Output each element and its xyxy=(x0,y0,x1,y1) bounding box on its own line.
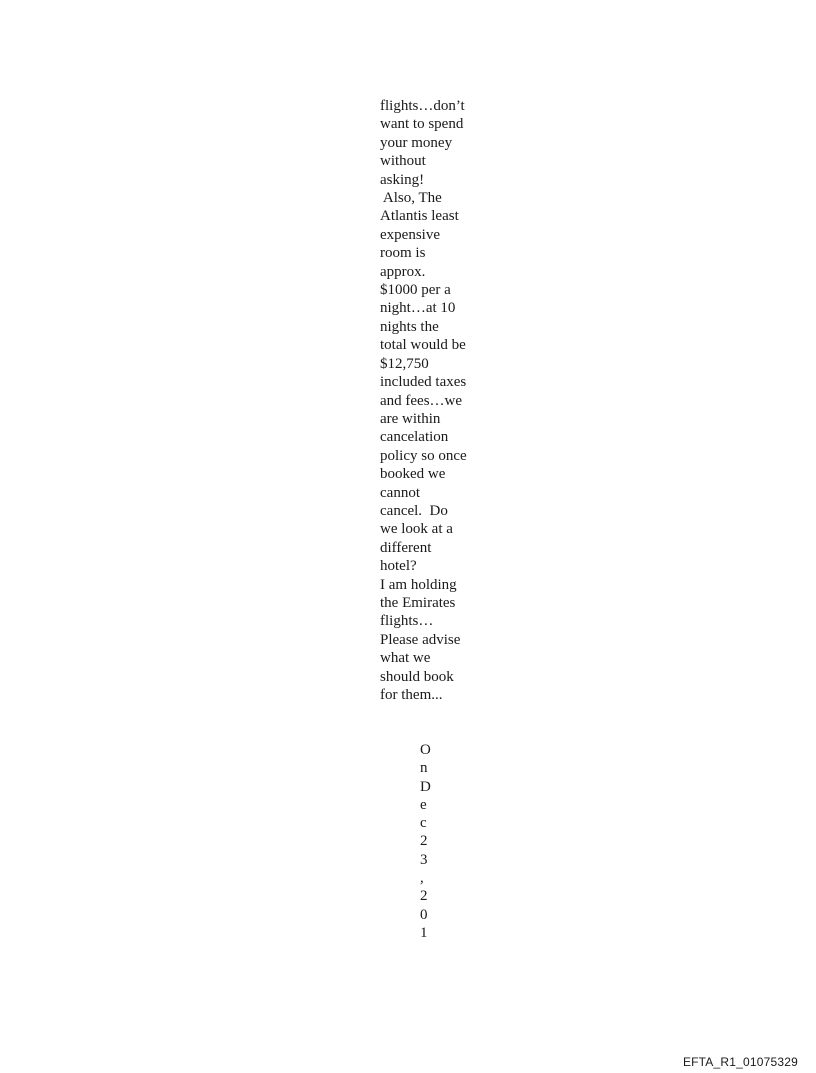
message-line: cannot xyxy=(380,484,420,501)
message-line: flights… xyxy=(380,613,434,630)
message-line: booked we xyxy=(380,466,446,483)
message-line: cancel. Do xyxy=(380,502,448,519)
quoted-header-char: e xyxy=(420,796,427,813)
message-line: hotel? xyxy=(380,558,417,575)
message-line: for them... xyxy=(380,687,443,703)
quoted-header-char: 0 xyxy=(420,906,428,923)
message-line: what we xyxy=(380,650,431,667)
message-line: $1000 per a xyxy=(380,282,451,299)
message-line: I am holding xyxy=(380,576,457,593)
message-line: want to spend xyxy=(380,116,464,133)
message-line: the Emirates xyxy=(380,594,456,611)
message-line: your money xyxy=(380,134,453,151)
quoted-header-char: c xyxy=(420,815,427,832)
message-line: we look at a xyxy=(380,521,453,538)
message-line: should book xyxy=(380,668,454,685)
message-line: flights…don’t xyxy=(380,98,465,114)
message-line: without xyxy=(380,153,426,170)
quoted-header-char: D xyxy=(420,778,431,795)
message-line: Please advise xyxy=(380,631,461,648)
message-line: Also, The xyxy=(380,190,442,207)
message-line: are within xyxy=(380,410,441,427)
message-line: approx. xyxy=(380,263,426,280)
message-line: room is xyxy=(380,245,426,262)
message-line: expensive xyxy=(380,226,440,243)
quoted-header-char: 2 xyxy=(420,888,428,905)
email-message-body xyxy=(380,97,480,704)
message-line: total would be xyxy=(380,337,466,354)
message-line: cancelation xyxy=(380,429,449,446)
message-line: included taxes xyxy=(380,374,467,391)
quoted-header-char: 1 xyxy=(420,924,428,941)
message-line: Atlantis least xyxy=(380,208,459,225)
quoted-header-char: 3 xyxy=(420,851,428,868)
message-line: asking! xyxy=(380,171,425,188)
quoted-header-char: n xyxy=(420,760,428,777)
quoted-header-char: O xyxy=(420,742,431,758)
document-id-stamp: EFTA_R1_01075329 xyxy=(682,1055,798,1069)
message-line: $12,750 xyxy=(380,355,429,372)
message-line: night…at 10 xyxy=(380,300,456,317)
quoted-header-char: 2 xyxy=(420,833,428,850)
quoted-header-char: , xyxy=(420,870,424,887)
message-line: policy so once xyxy=(380,447,467,464)
message-line: nights the xyxy=(380,318,439,335)
quoted-reply-header xyxy=(420,741,440,942)
message-line: different xyxy=(380,539,432,556)
message-line: and fees…we xyxy=(380,392,463,409)
